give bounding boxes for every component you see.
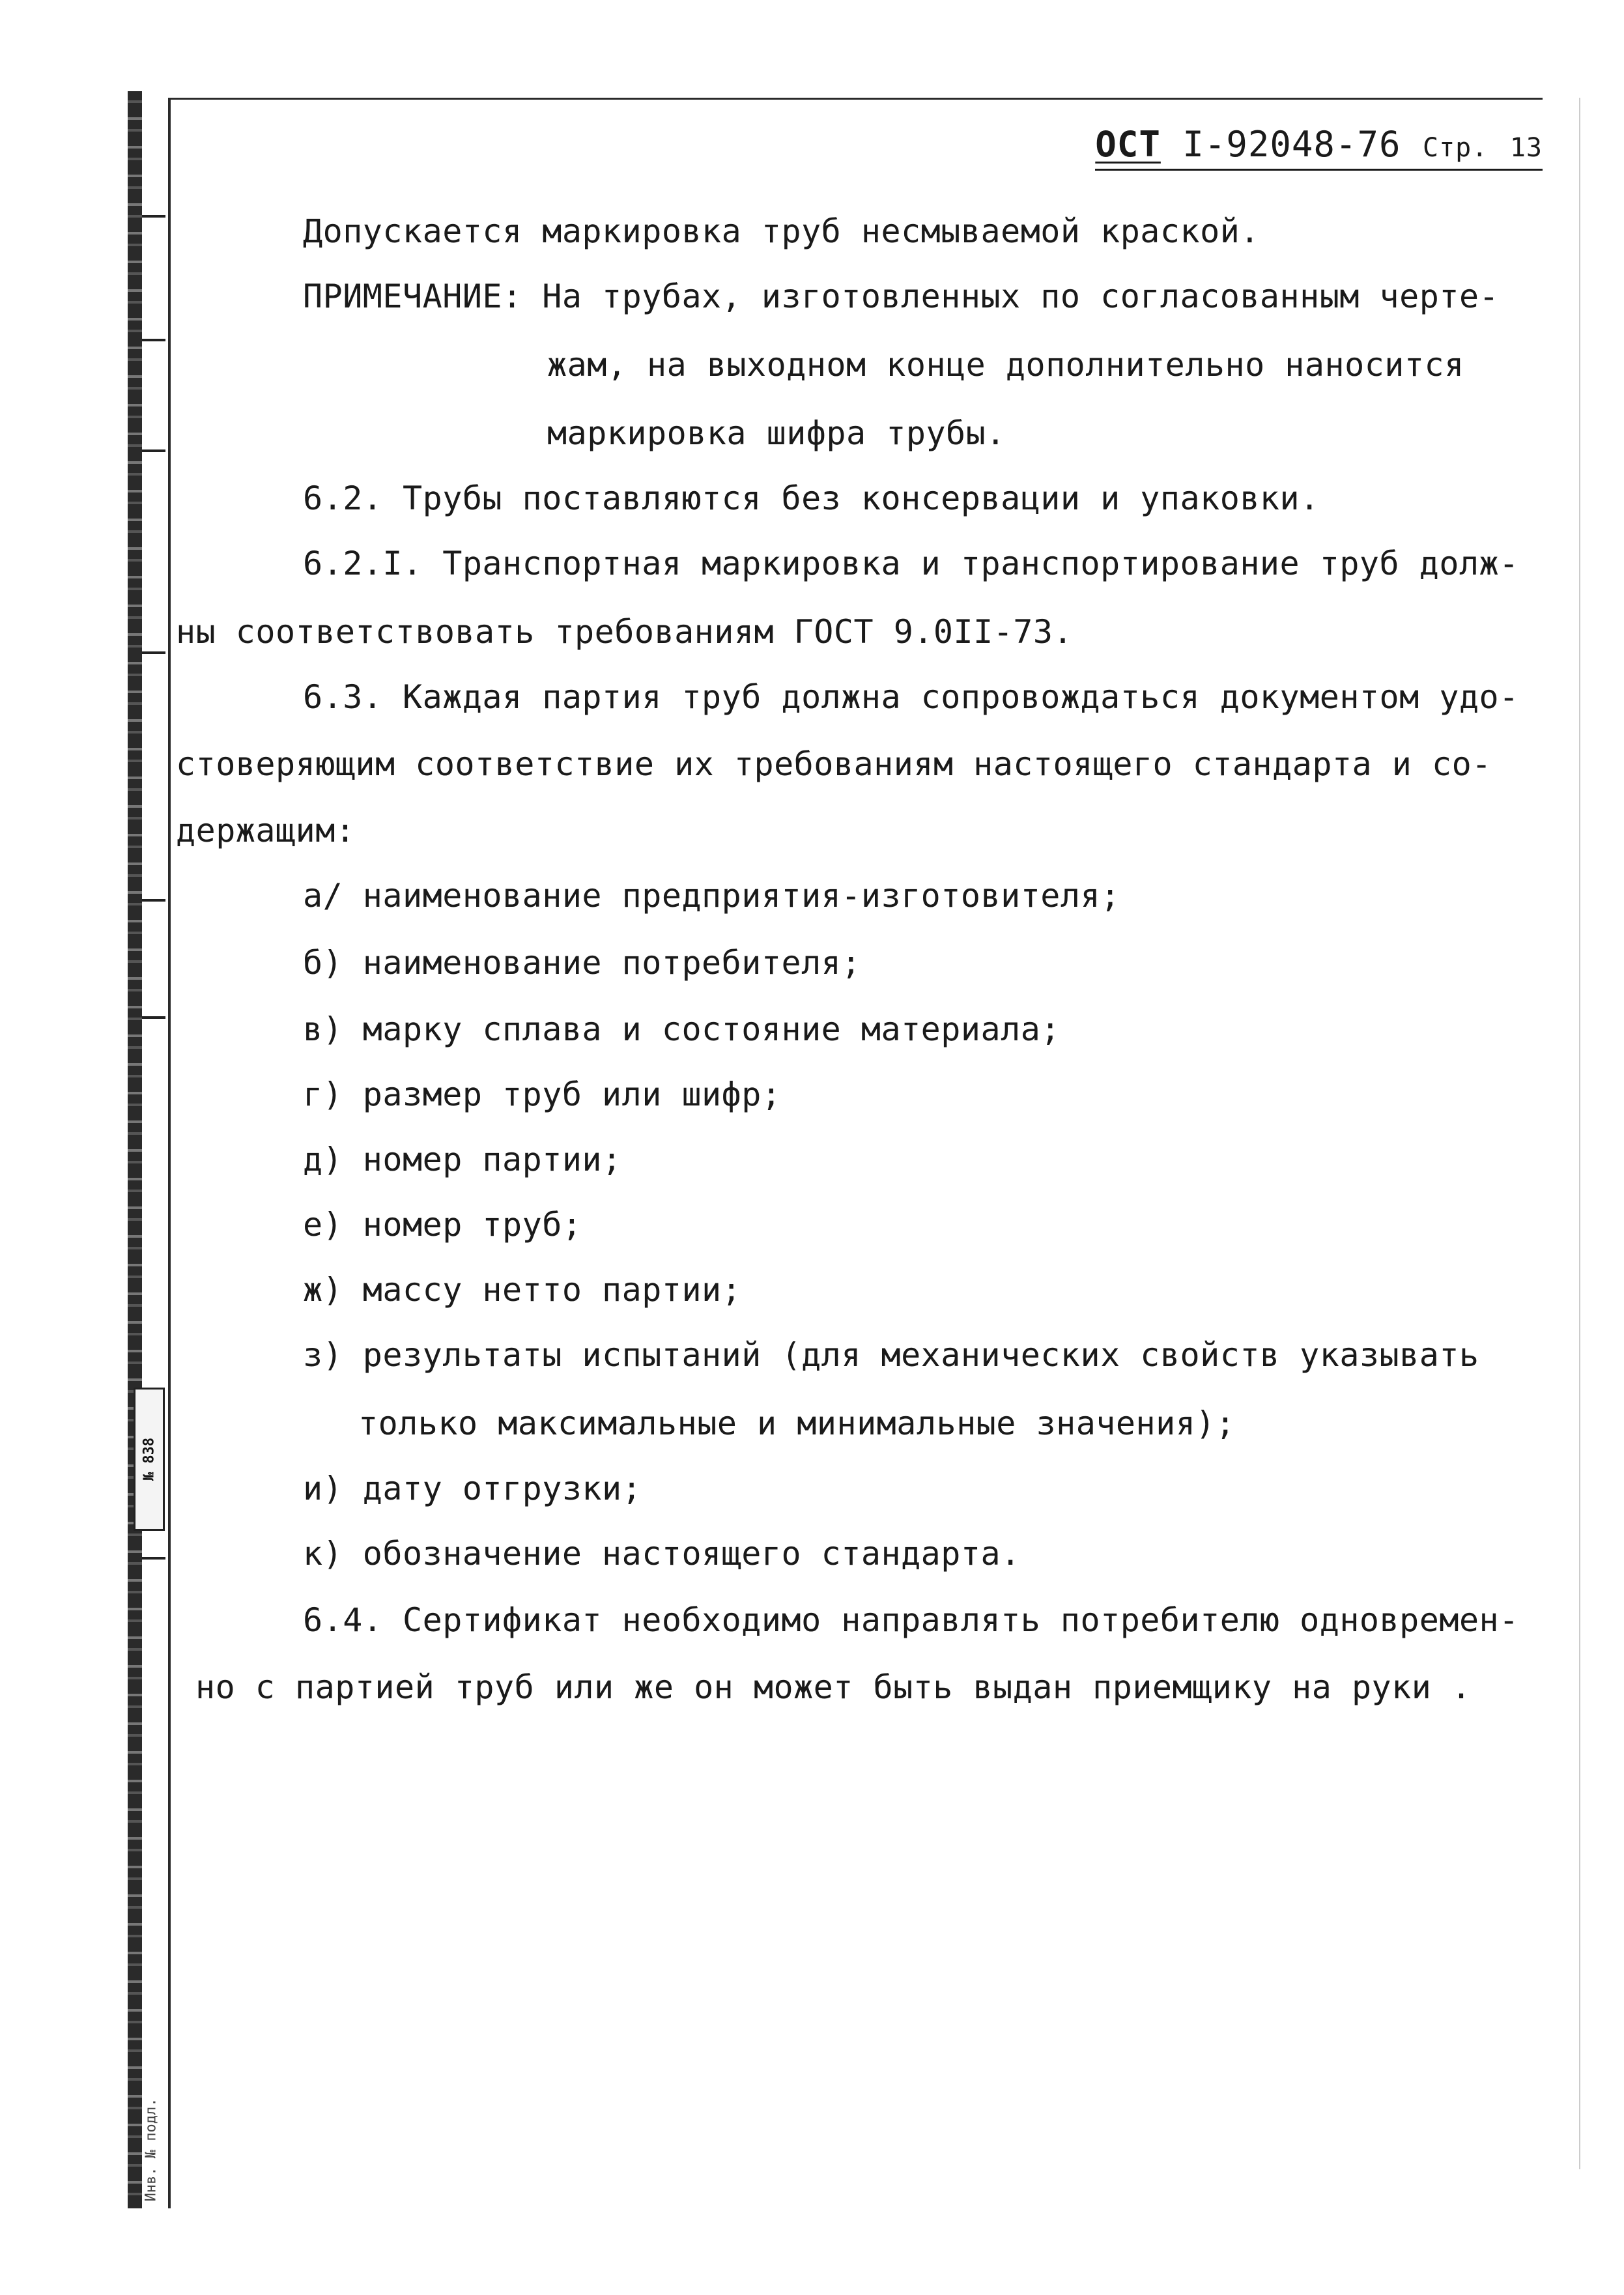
text-line: 6.4. Сертификат необходимо направлять потребителю одновремен-	[303, 1601, 1519, 1639]
margin-note	[138, 2091, 164, 2208]
standard-code: ОСТ	[1095, 124, 1161, 165]
frame-right-border	[1579, 98, 1580, 2169]
margin-stamp	[134, 1388, 165, 1531]
text-line: ПРИМЕЧАНИЕ: На трубах, изготовленных по согласованным черте-	[303, 278, 1500, 315]
page-header	[1095, 124, 1543, 171]
frame-left-border	[168, 98, 171, 2208]
text-line: держащим:	[176, 812, 356, 849]
standard-number: I-92048-76	[1182, 124, 1401, 165]
text-line: 6.2. Трубы поставляются без консервации и упаковки.	[303, 479, 1320, 517]
text-line: но с партией труб или же он может быть выдан приемщику на руки .	[195, 1668, 1472, 1706]
binding-mark	[142, 1557, 165, 1560]
text-line: жам, на выходном конце дополнительно наносится	[547, 346, 1464, 384]
page-number: 13	[1509, 133, 1543, 163]
list-item-continuation: только максимальные и минимальные значения);	[358, 1404, 1236, 1442]
text-line: Допускается маркировка труб несмываемой краской.	[303, 212, 1260, 250]
binding-strip	[128, 91, 142, 2208]
text-line: маркировка шифра трубы.	[547, 414, 1006, 452]
list-item: б) наименование потребителя;	[303, 944, 861, 982]
list-item: е) номер труб;	[303, 1206, 582, 1244]
list-item: и) дату отгрузки;	[303, 1470, 642, 1507]
list-item: з) результаты испытаний (для механических свойств указывать	[303, 1336, 1479, 1374]
text-line: стоверяющим соответствие их требованиям настоящего стандарта и со-	[176, 745, 1492, 783]
list-item: к) обозначение настоящего стандарта.	[303, 1535, 1021, 1573]
text-line: 6.2.I. Транспортная маркировка и транспортирование труб долж-	[303, 545, 1519, 582]
margin-stamp-text: № 838	[141, 1437, 158, 1481]
list-item: в) марку сплава и состояние материала;	[303, 1010, 1061, 1048]
binding-mark	[142, 651, 165, 654]
binding-mark	[142, 215, 165, 218]
list-item: ж) массу нетто партии;	[303, 1271, 742, 1309]
binding-mark	[142, 1016, 165, 1019]
binding-mark	[142, 899, 165, 902]
list-item: г) размер труб или шифр;	[303, 1076, 782, 1113]
binding-mark	[142, 339, 165, 341]
list-item: д) номер партии;	[303, 1141, 622, 1178]
list-item: а/ наименование предприятия-изготовителя;	[303, 877, 1120, 915]
page-label: Стр.	[1422, 133, 1489, 163]
margin-note-text: Инв. № подл.	[143, 2098, 160, 2202]
binding-mark	[142, 449, 165, 452]
text-line: ны соответствовать требованиям ГОСТ 9.0II-73.	[176, 613, 1074, 651]
text-line: 6.3. Каждая партия труб должна сопровождаться документом удо-	[303, 678, 1519, 716]
frame-top-border	[168, 98, 1543, 100]
